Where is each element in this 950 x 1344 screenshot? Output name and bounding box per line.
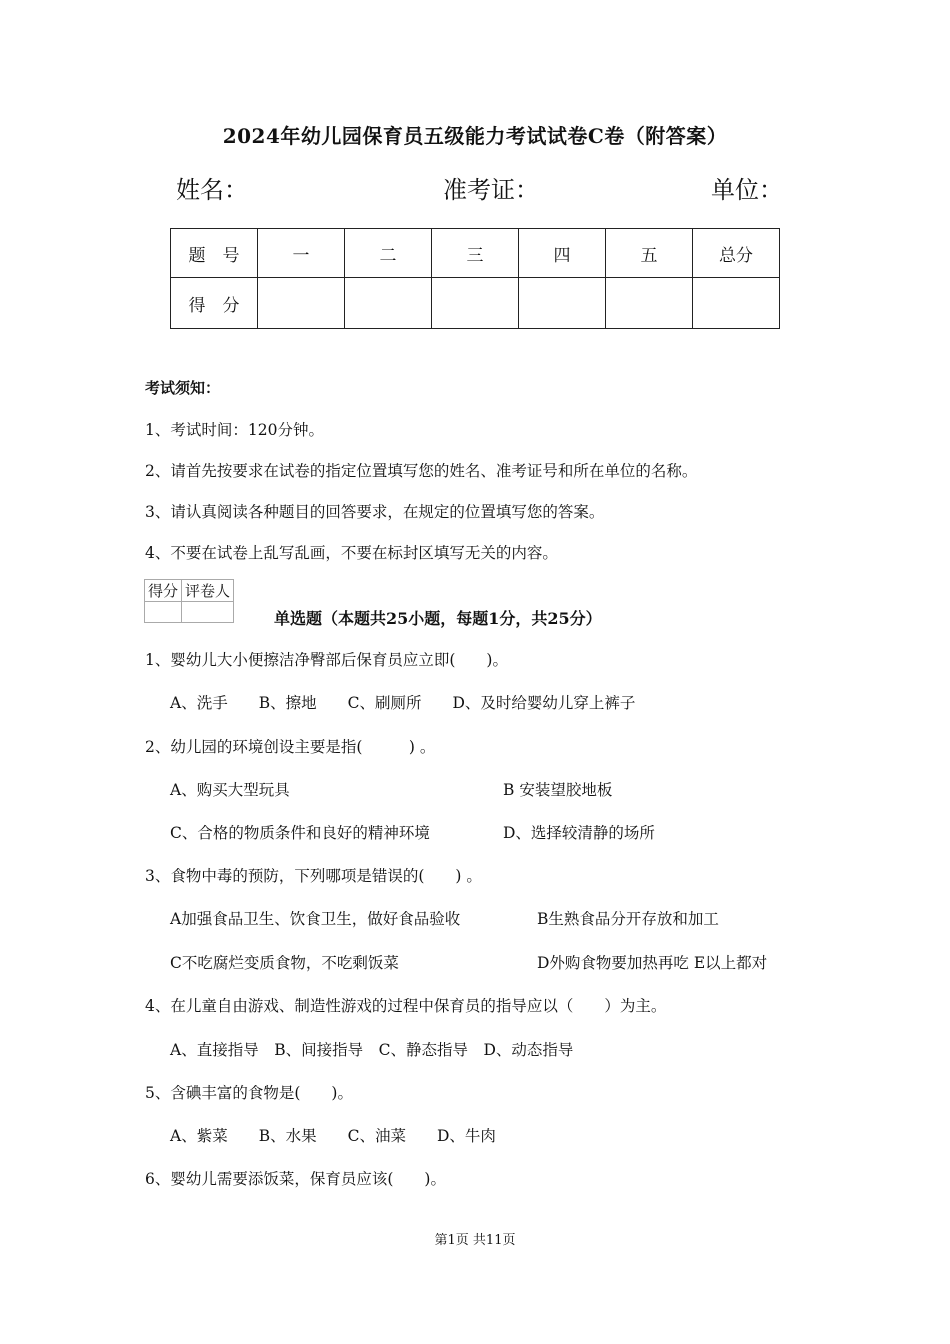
page-footer: 第1页 共11页 [434,1233,516,1248]
question-stem: 2、幼儿园的环境创设主要是指( ) 。 [145,738,436,756]
question-option: D外购食物要加热再吃 E以上都对 [537,954,768,972]
notes-item: 3、请认真阅读各种题目的回答要求，在规定的位置填写您的答案。 [145,503,605,521]
question-options: A、紫菜 B、水果 C、油菜 D、牛肉 [170,1127,496,1145]
score-cell[interactable] [693,278,780,329]
notes-item: 2、请首先按要求在试卷的指定位置填写您的姓名、准考证号和所在单位的名称。 [145,462,698,480]
exam-id-label: 准考证： [443,176,539,204]
question-options: A、直接指导 B、间接指导 C、静态指导 D、动态指导 [170,1041,574,1059]
score-table-header-cell: 题 号 [171,229,258,278]
score-table-header-cell: 三 [432,229,519,278]
notes-title: 考试须知： [145,379,221,397]
grader-name-cell[interactable] [182,602,234,623]
score-table-header-cell: 二 [345,229,432,278]
notes-item: 1、考试时间：120分钟。 [145,421,324,439]
grader-name-label: 评卷人 [182,580,234,602]
score-cell[interactable] [432,278,519,329]
score-cell[interactable] [519,278,606,329]
name-label: 姓名： [176,176,248,204]
grader-score-cell[interactable] [145,602,182,623]
score-cell[interactable] [606,278,693,329]
score-table-header-cell: 五 [606,229,693,278]
score-table-header-cell: 四 [519,229,606,278]
question-option: B生熟食品分开存放和加工 [537,910,719,928]
question-stem: 5、含碘丰富的食物是( )。 [145,1084,353,1102]
score-table-header-row [171,229,780,278]
question-stem: 3、食物中毒的预防，下列哪项是错误的( ) 。 [145,867,482,885]
question-option: B 安装望胶地板 [503,781,613,799]
grader-score-label: 得分 [145,580,182,602]
question-stem: 4、在儿童自由游戏、制造性游戏的过程中保育员的指导应以（ ）为主。 [145,997,667,1015]
page-title: 2024年幼儿园保育员五级能力考试试卷C卷（附答案） [222,124,728,148]
grader-box [144,579,234,623]
question-option: C、合格的物质条件和良好的精神环境 [170,824,430,842]
score-table [170,228,780,329]
question-stem: 6、婴幼儿需要添饭菜，保育员应该( )。 [145,1170,446,1188]
unit-label: 单位： [711,176,783,204]
section-title: 单选题（本题共25小题，每题1分，共25分） [274,609,602,628]
question-option: C不吃腐烂变质食物，不吃剩饭菜 [170,954,399,972]
score-cell[interactable] [345,278,432,329]
question-options: A、洗手 B、擦地 C、刷厕所 D、及时给婴幼儿穿上裤子 [170,694,636,712]
score-table-score-row [171,278,780,329]
question-option: A、购买大型玩具 [170,781,290,799]
notes-item: 4、不要在试卷上乱写乱画，不要在标封区填写无关的内容。 [145,544,558,562]
score-table-header-cell: 总分 [693,229,780,278]
score-table-header-cell: 一 [258,229,345,278]
score-cell[interactable] [258,278,345,329]
question-stem: 1、婴幼儿大小便擦洁净臀部后保育员应立即( )。 [145,651,508,669]
question-option: D、选择较清静的场所 [503,824,655,842]
question-option: A加强食品卫生、饮食卫生，做好食品验收 [170,910,461,928]
score-row-label: 得 分 [171,278,258,329]
